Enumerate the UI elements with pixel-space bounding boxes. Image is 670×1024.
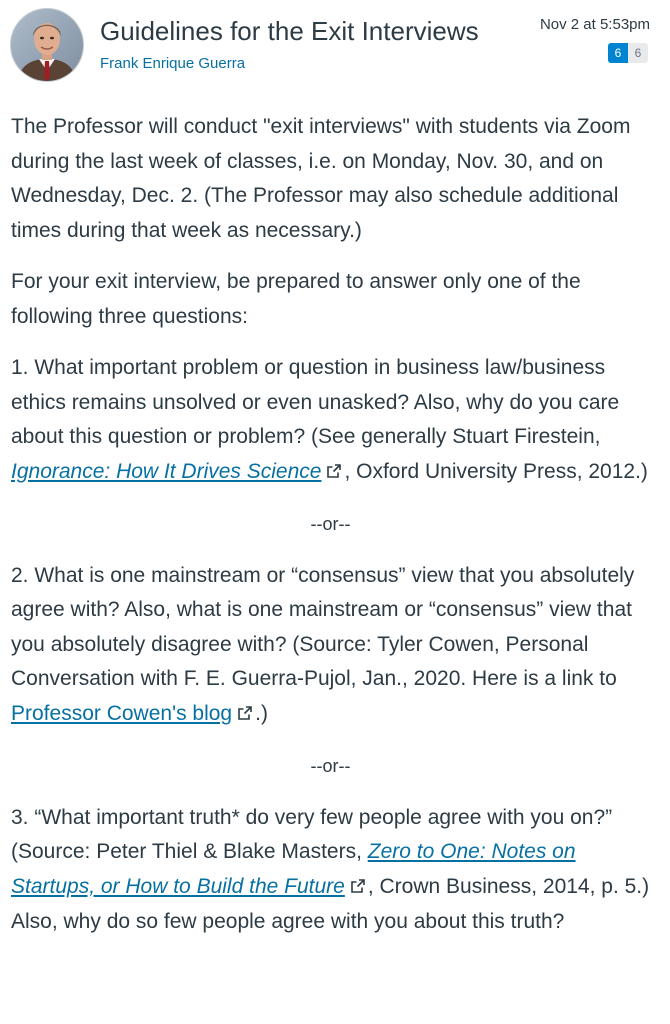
author-photo	[11, 9, 83, 81]
question-3-end: , Crown Business, 2014, p. 5.) Also, why do so few people agree with you about this truth?	[11, 874, 650, 933]
external-link-icon	[326, 456, 342, 491]
post-body	[0, 110, 670, 940]
question-1-citation: , Oxford University Press, 2012.)	[344, 459, 648, 483]
or-separator-2: --or--	[310, 756, 351, 776]
question-2	[11, 559, 650, 733]
ignorance-book-link[interactable]	[11, 460, 321, 483]
question-3-text: 3. “What important truth* do very few people agree with you on?” (Source: Peter Thiel & Blake Masters,	[11, 805, 613, 863]
reply-counts	[608, 43, 648, 63]
instructions-paragraph: For your exit interview, be prepared to answer only one of the following three questions:	[11, 270, 581, 328]
post-title: Guidelines for the Exit Interviews	[100, 16, 479, 46]
question-3	[11, 801, 650, 940]
zero-to-one-link-label: Zero to One: Notes on Startups, or How to Build the Future	[11, 840, 576, 898]
author-name-link[interactable]: Frank Enrique Guerra	[100, 55, 246, 72]
or-separator-1: --or--	[310, 514, 351, 534]
total-count-badge: 6	[628, 43, 648, 63]
cowen-blog-link[interactable]: Professor Cowen's blog	[11, 701, 233, 725]
question-1	[11, 351, 650, 490]
author-avatar[interactable]	[10, 8, 84, 82]
question-1-text: 1. What important problem or question in business law/business ethics remains unsolved or even unasked? Also, why do you care about this question or problem? (See generally Stuart Firestein,	[11, 356, 620, 448]
question-2-text: 2. What is one mainstream or “consensus” view that you absolutely agree with? Also, what is one mainstream or “consensus” view that you absolutely disagree with? (Source: Tyler Cowen, Personal Conversation with F. E. Guerra-Pujol, Jan., 2020. Here is a link to	[11, 563, 635, 690]
ignorance-book-link-label: Ignorance: How It Drives Science	[11, 459, 322, 483]
post-timestamp: Nov 2 at 5:53pm	[539, 16, 650, 33]
question-2-end: .)	[255, 701, 268, 725]
unread-count-badge[interactable]: 6	[608, 43, 628, 63]
intro-paragraph: The Professor will conduct "exit interviews" with students via Zoom during the last week of classes, i.e. on Monday, Nov. 30, and on Wednesday, Dec. 2. (The Professor may also schedule additional times during that week as necessary.)	[11, 115, 631, 242]
post-header	[0, 0, 670, 100]
external-link-icon	[237, 698, 253, 733]
external-link-icon	[350, 871, 366, 906]
